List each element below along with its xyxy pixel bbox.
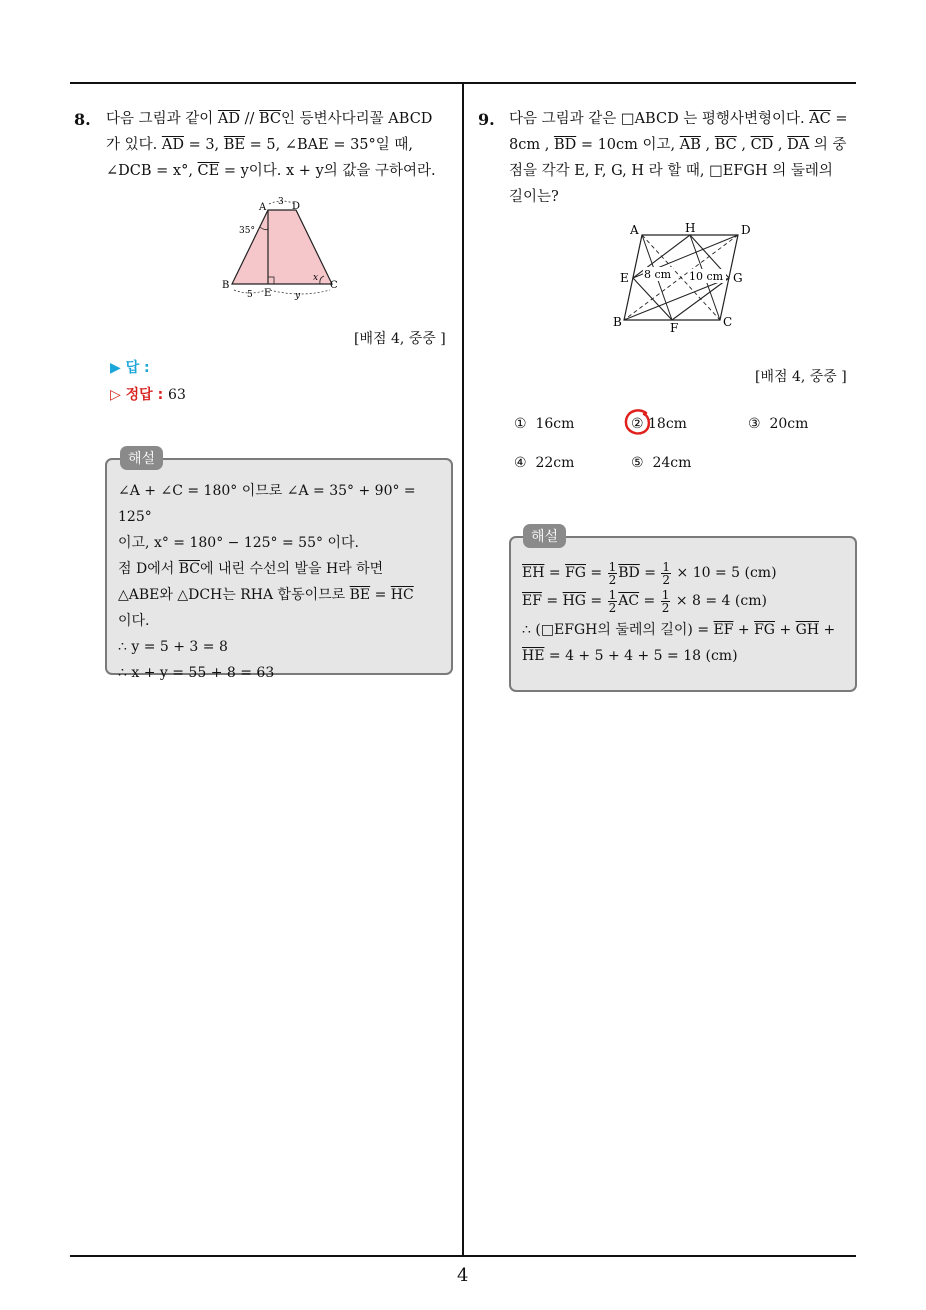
question-9-score: [배점 4, 중중 ]	[755, 369, 847, 385]
label-ac-length: 8 cm	[644, 268, 672, 281]
question-8-score: [배점 4, 중중 ]	[354, 331, 446, 347]
label-y: y	[295, 291, 301, 300]
question-8-text: 다음 그림과 같이 $\overline{AD} // \overline{BC}$인 등변사다리꼴 ABCD 가 있다. $\overline{AD} = 3$, $\overline{BE} = 5$, ∠BAE = 35°일 때, ∠DCB = x°, $\overline{CE} = y$이다. x + y의 값을 구하여라.	[106, 111, 436, 179]
label-D: D	[292, 201, 301, 212]
trapezoid-figure	[220, 195, 345, 300]
explanation-row-3: ∴ (□EFGH의 둘레의 길이) = $\overline{EF} + \overline{FG} + \overline{GH}$ +	[522, 622, 836, 638]
bottom-rule	[70, 1255, 856, 1257]
label-C: C	[330, 280, 338, 291]
explanation-row-1: $\overline{EH} = \overline{FG}$ = $\frac{1}{2}$ $\overline{BD}$ = $\frac{1}{2}$ × 10 = 5 (cm)	[522, 559, 777, 587]
label-G: G	[733, 271, 743, 285]
choice-2-mark: ②	[631, 416, 644, 432]
question-8-answer-row	[110, 357, 150, 377]
column-divider	[462, 82, 464, 1257]
choice-5[interactable]	[631, 455, 691, 471]
label-D: D	[741, 223, 751, 237]
question-8-correct-row	[110, 384, 186, 404]
label-five: 5	[247, 290, 253, 300]
choice-1-mark: ①	[514, 416, 527, 432]
label-H: H	[685, 221, 696, 235]
label-E: E	[620, 271, 629, 285]
question-9-number: 9.	[478, 110, 495, 129]
question-8-explanation-tag: 해설	[120, 446, 163, 470]
label-E: E	[264, 288, 272, 299]
label-B: B	[222, 280, 230, 291]
parallelogram-figure	[610, 218, 760, 338]
label-bd-length: 10 cm	[689, 270, 724, 283]
label-top-3: 3	[278, 197, 284, 207]
label-x: x	[313, 273, 319, 283]
selected-answer-circle	[622, 408, 654, 438]
choice-5-mark: ⑤	[631, 455, 644, 471]
label-F: F	[670, 321, 679, 335]
choice-4-text: 22cm	[535, 455, 575, 471]
choice-4[interactable]	[514, 455, 574, 471]
choice-2-text: 18cm	[648, 416, 687, 432]
label-angle: 35°	[239, 226, 255, 236]
question-8-explanation: ∠A + ∠C = 180° 이므로 ∠A = 35° + 90° = 125° 이고, x° = 180° − 125° = 55° 이다. 점 D에서 $\overline{BC}$에 내린 수선의 발을 H라 하면 △ABE와 △DCH는 RHA 합동이므로 $\overline{BE} = \overline{HC}$ 이다. ∴ y = 5 + 3 = 8 ∴ x + y = 55 + 8 = 63	[118, 483, 416, 681]
question-8-number: 8.	[74, 110, 91, 129]
choice-3-mark: ③	[748, 416, 761, 432]
page-number: 4	[457, 1265, 469, 1286]
choice-3[interactable]	[748, 416, 808, 432]
question-9-explanation	[522, 557, 852, 669]
choice-3-text: 20cm	[769, 416, 809, 432]
choice-5-text: 24cm	[652, 455, 692, 471]
label-A: A	[259, 202, 267, 213]
choice-4-mark: ④	[514, 455, 527, 471]
explanation-row-4: $\overline{HE} = 4 + 5 + 4 + 5 = 18$ (cm)	[522, 648, 738, 664]
correct-value: 63	[168, 387, 186, 403]
correct-label: ▷ 정답 :	[110, 387, 164, 403]
answer-label: ▶ 답 :	[110, 360, 150, 376]
label-C: C	[723, 315, 733, 329]
label-A: A	[630, 223, 639, 237]
explanation-row-2: $\overline{EF} = \overline{HG}$ = $\frac{1}{2}$ $\overline{AC}$ = $\frac{1}{2}$ × 8 = 4 (cm)	[522, 587, 767, 615]
question-9-explanation-tag: 해설	[523, 524, 566, 548]
label-B: B	[613, 315, 622, 329]
choice-1-text: 16cm	[535, 416, 575, 432]
choice-1[interactable]	[514, 416, 574, 432]
question-9-text: 다음 그림과 같은 □ABCD 는 평행사변형이다. $\overline{AC}$ = 8cm , $\overline{BD} = 10cm$ 이고, $\overline{AB}$ , $\overline{BC}$ , $\overline{CD}$ , $\overline{DA}$ 의 중 점을 각각 E, F, G, H 라 할 때, □EFGH 의 둘레의 길이는?	[509, 111, 848, 205]
